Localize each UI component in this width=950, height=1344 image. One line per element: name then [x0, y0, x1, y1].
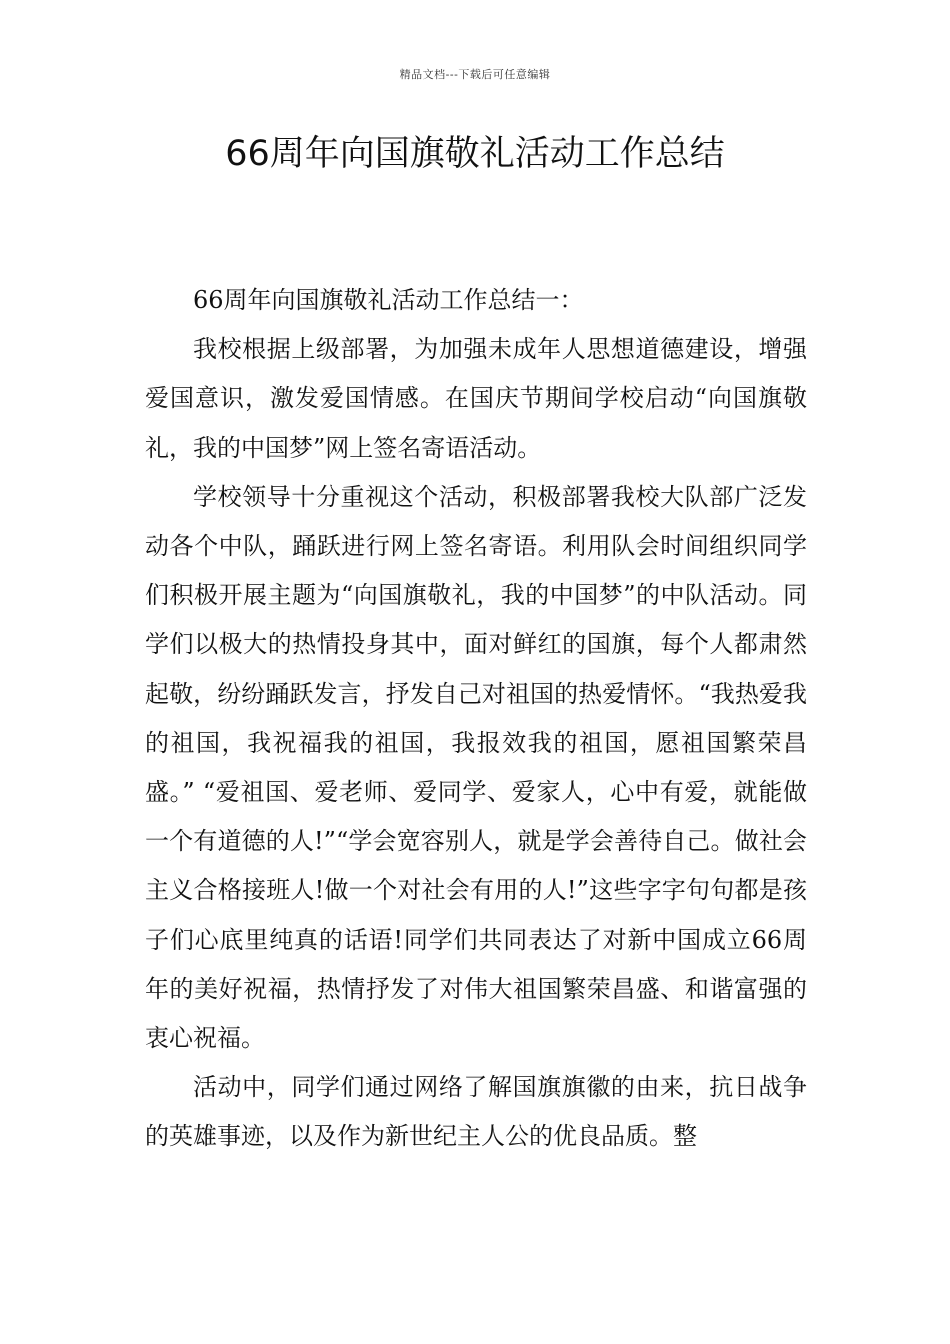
document-title: 66周年向国旗敬礼活动工作总结 [225, 134, 725, 174]
document-body [145, 276, 807, 1162]
paragraph: 活动中，同学们通过网络了解国旗旗徽的由来，抗日战争的英雄事迹，以及作为新世纪主人公的优良品质。整 [145, 1073, 807, 1151]
page-header-note: 精品文档---下载后可任意编辑 [399, 68, 551, 81]
paragraph: 学校领导十分重视这个活动，积极部署我校大队部广泛发动各个中队，踊跃进行网上签名寄语。利用队会时间组织同学们积极开展主题为“向国旗敬礼，我的中国梦”的中队活动。同学们以极大的热情投身其中，面对鲜红的国旗，每个人都肃然起敬，纷纷踊跃发言，抒发自己对祖国的热爱情怀。“我热爱我的祖国，我祝福我的祖国，我报效我的祖国，愿祖国繁荣昌盛。” “爱祖国、爱老师、爱同学、爱家人，心中有爱，就能做一个有道德的人!”“学会宽容别人，就是学会善待自己。做社会主义合格接班人!做一个对社会有用的人!”这些字字句句都是孩子们心底里纯真的话语!同学们共同表达了对新中国成立66周年的美好祝福，热情抒发了对伟大祖国繁荣昌盛、和谐富强的衷心祝福。 [145, 482, 807, 1053]
paragraph-section-heading: 66周年向国旗敬礼活动工作总结一： [193, 286, 584, 314]
paragraph: 我校根据上级部署，为加强未成年人思想道德建设，增强爱国意识，激发爱国情感。在国庆节期间学校启动“向国旗敬礼，我的中国梦”网上签名寄语活动。 [145, 335, 807, 462]
